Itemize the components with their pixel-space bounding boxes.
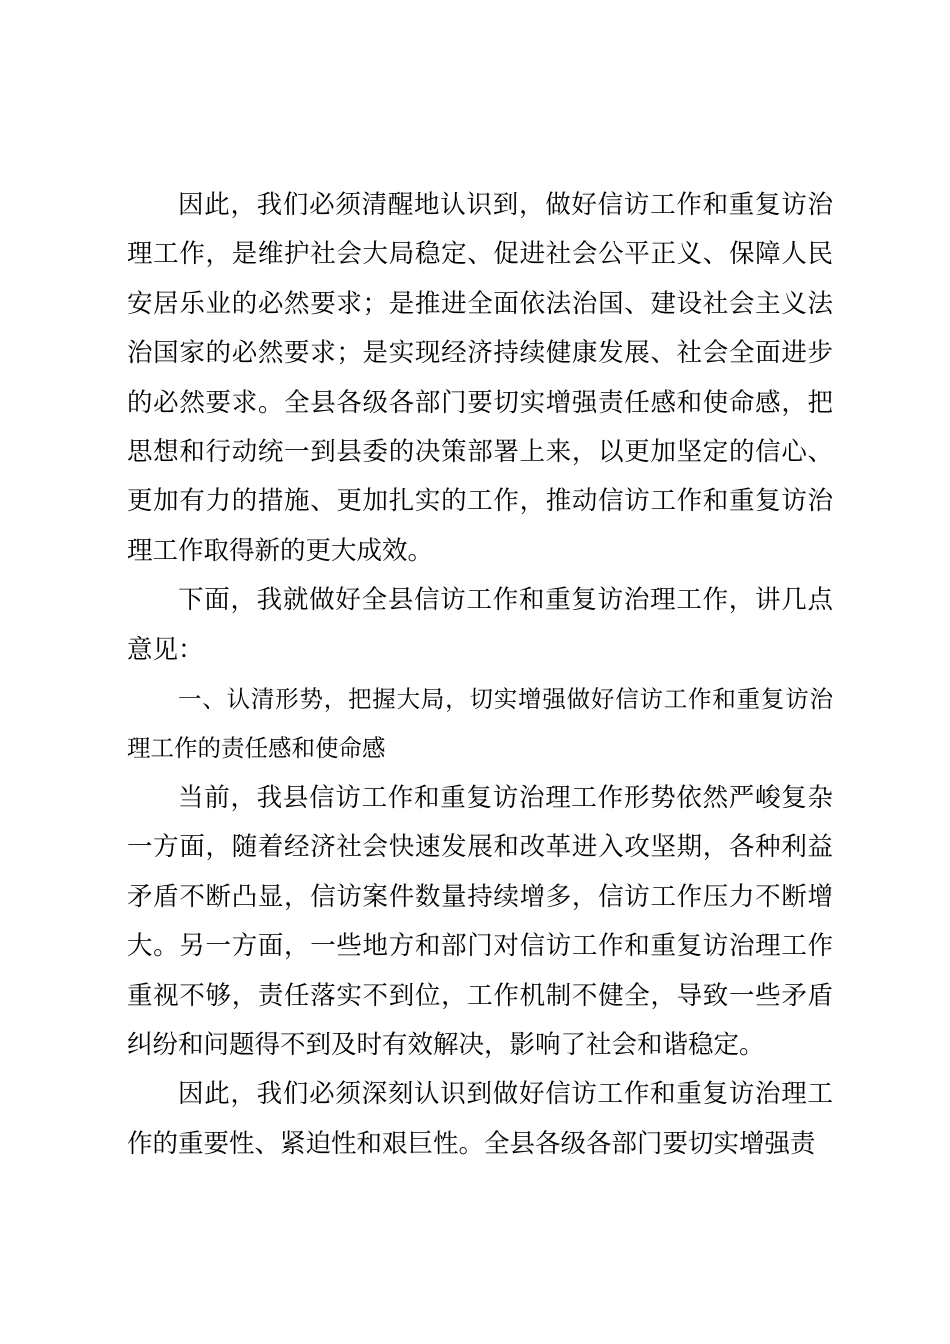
paragraph-4: 因此，我们必须深刻认识到做好信访工作和重复访治理工作的重要性、紧迫性和艰巨性。全县各级各部门要切实增强责 — [127, 1079, 833, 1159]
paragraph-3: 当前，我县信访工作和重复访治理工作形势依然严峻复杂一方面，随着经济社会快速发展和改革进入攻坚期，各种利益矛盾不断凸显，信访案件数量持续增多，信访工作压力不断增大。另一方面，一些地方和部门对信访工作和重复访治理工作重视不够，责任落实不到位，工作机制不健全，导致一些矛盾纠纷和问题得不到及时有效解决，影响了社会和谐稳定。 — [127, 782, 833, 1060]
paragraph-1: 因此，我们必须清醒地认识到，做好信访工作和重复访治理工作，是维护社会大局稳定、促进社会公平正义、保障人民安居乐业的必然要求；是推进全面依法治国、建设社会主义法治国家的必然要求；是实现经济持续健康发展、社会全面进步的必然要求。全县各级各部门要切实增强责任感和使命感，把思想和行动统一到县委的决策部署上来，以更加坚定的信心、更加有力的措施、更加扎实的工作，推动信访工作和重复访治理工作取得新的更大成效。 — [127, 190, 833, 566]
paragraph-2: 下面，我就做好全县信访工作和重复访治理工作，讲几点意见： — [127, 585, 833, 665]
document-body — [127, 181, 833, 1169]
section-heading-1: 一、认清形势，把握大局，切实增强做好信访工作和重复访治理工作的责任感和使命感 — [127, 685, 833, 763]
